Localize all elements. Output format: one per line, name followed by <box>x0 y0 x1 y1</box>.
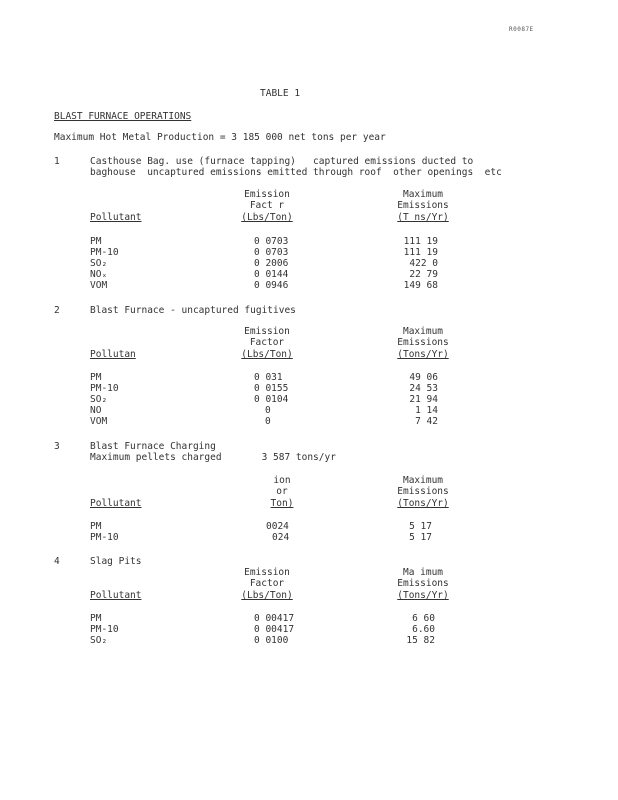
factor-header: or <box>276 486 288 497</box>
section-description: Maximum pellets charged 3 587 tons/yr <box>90 452 336 463</box>
max-emissions: 15 82 <box>406 635 435 646</box>
max-header: Emissions <box>397 337 449 348</box>
table-row <box>0 521 618 533</box>
pollutant-name: PM-10 <box>90 247 119 258</box>
emission-factor: 0 0144 <box>254 269 289 280</box>
table-title: TABLE 1 <box>260 88 301 99</box>
factor-header: Factor <box>249 337 285 348</box>
section-number: 3 <box>54 441 60 452</box>
emission-factor: 0 0100 <box>254 635 289 646</box>
section-description: Blast Furnace - uncaptured fugitives <box>90 305 296 316</box>
max-emissions: 6 60 <box>412 613 435 624</box>
table-row <box>0 280 618 292</box>
pollutant-header: Pollutant <box>90 212 142 223</box>
pollutant-name: SO₂ <box>90 258 108 269</box>
max-emissions: 111 19 <box>403 247 438 258</box>
factor-header: Emission <box>244 189 290 200</box>
table-row <box>0 624 618 636</box>
pollutant-name: PM <box>90 236 102 247</box>
max-emissions: 21 94 <box>409 394 438 405</box>
max-header: Emissions <box>397 486 449 497</box>
emission-factor: 0 0155 <box>254 383 289 394</box>
pollutant-name: VOM <box>90 416 108 427</box>
pollutant-name: SO₂ <box>90 394 108 405</box>
max-emissions: 149 68 <box>403 280 438 291</box>
section-description: Casthouse Bag. use (furnace tapping) captured emissions ducted to <box>90 156 474 167</box>
max-emissions: 49 06 <box>409 372 438 383</box>
pollutant-name: VOM <box>90 280 108 291</box>
max-header-units: (Tons/Yr) <box>397 349 449 360</box>
emission-factor: 0 00417 <box>254 613 295 624</box>
table-row <box>0 416 618 428</box>
emission-factor: 0 <box>265 416 271 427</box>
max-header: Maximum <box>402 189 444 200</box>
factor-header: Emission <box>244 326 290 337</box>
section-number: 1 <box>54 156 60 167</box>
emission-factor: 0 00417 <box>254 624 295 635</box>
table-row <box>0 635 618 647</box>
max-header: Emissions <box>397 578 449 589</box>
emission-factor: 0 0703 <box>254 247 289 258</box>
max-emissions: 7 42 <box>415 416 438 427</box>
max-production-line: Maximum Hot Metal Production = 3 185 000 net tons per year <box>54 132 386 143</box>
section-number: 4 <box>54 556 60 567</box>
pollutant-name: PM-10 <box>90 383 119 394</box>
table-row <box>0 383 618 395</box>
max-header-units: (Tons/Yr) <box>397 498 449 509</box>
pollutant-name: PM <box>90 613 102 624</box>
factor-header: Fact r <box>249 200 285 211</box>
table-row <box>0 405 618 417</box>
factor-header-units: (Lbs/Ton) <box>241 590 293 601</box>
factor-header-units: (Lbs/Ton) <box>241 349 293 360</box>
factor-header: Factor <box>249 578 285 589</box>
emission-factor: 024 <box>272 532 290 543</box>
pollutant-name: NOₓ <box>90 269 108 280</box>
max-header-units: (Tons/Yr) <box>397 590 449 601</box>
max-header: Maximum <box>402 326 444 337</box>
pollutant-header: Pollutant <box>90 590 142 601</box>
factor-header-units: Ton) <box>270 498 294 509</box>
max-header: Emissions <box>397 200 449 211</box>
document-stamp: R0087E <box>509 26 534 33</box>
table-row <box>0 236 618 248</box>
max-emissions: 1 14 <box>415 405 438 416</box>
max-emissions: 22 79 <box>409 269 438 280</box>
emission-factor: 0 031 <box>254 372 283 383</box>
section-description: Blast Furnace Charging <box>90 441 216 452</box>
section-description: baghouse uncaptured emissions emitted through roof other openings etc <box>90 167 502 178</box>
pollutant-name: PM-10 <box>90 624 119 635</box>
factor-header: ion <box>273 475 291 486</box>
factor-header-units: (Lbs/Ton) <box>241 212 293 223</box>
pollutant-header: Pollutant <box>90 498 142 509</box>
pollutant-name: PM-10 <box>90 532 119 543</box>
table-row <box>0 258 618 270</box>
max-header-units: (T ns/Yr) <box>397 212 449 223</box>
pollutant-name: NO <box>90 405 102 416</box>
pollutant-name: SO₂ <box>90 635 108 646</box>
emission-factor: 0024 <box>266 521 289 532</box>
table-row <box>0 247 618 259</box>
emission-factor: 0 0703 <box>254 236 289 247</box>
pollutant-name: PM <box>90 521 102 532</box>
max-emissions: 5 17 <box>409 521 432 532</box>
emission-factor: 0 2006 <box>254 258 289 269</box>
section-title: BLAST FURNACE OPERATIONS <box>54 111 192 122</box>
emission-factor: 0 0946 <box>254 280 289 291</box>
max-emissions: 6.60 <box>412 624 435 635</box>
max-emissions: 111 19 <box>403 236 438 247</box>
table-row <box>0 372 618 384</box>
max-header: Maximum <box>402 475 444 486</box>
table-row <box>0 394 618 406</box>
max-emissions: 5 17 <box>409 532 432 543</box>
max-emissions: 24 53 <box>409 383 438 394</box>
emission-factor: 0 0104 <box>254 394 289 405</box>
max-emissions: 422 0 <box>409 258 438 269</box>
factor-header: Emission <box>244 567 290 578</box>
max-header: Ma imum <box>402 567 444 578</box>
table-row <box>0 269 618 281</box>
table-row <box>0 532 618 544</box>
emission-factor: 0 <box>265 405 271 416</box>
section-description: Slag Pits <box>90 556 142 567</box>
section-number: 2 <box>54 305 60 316</box>
pollutant-header: Pollutan <box>90 349 136 360</box>
table-row <box>0 613 618 625</box>
pollutant-name: PM <box>90 372 102 383</box>
